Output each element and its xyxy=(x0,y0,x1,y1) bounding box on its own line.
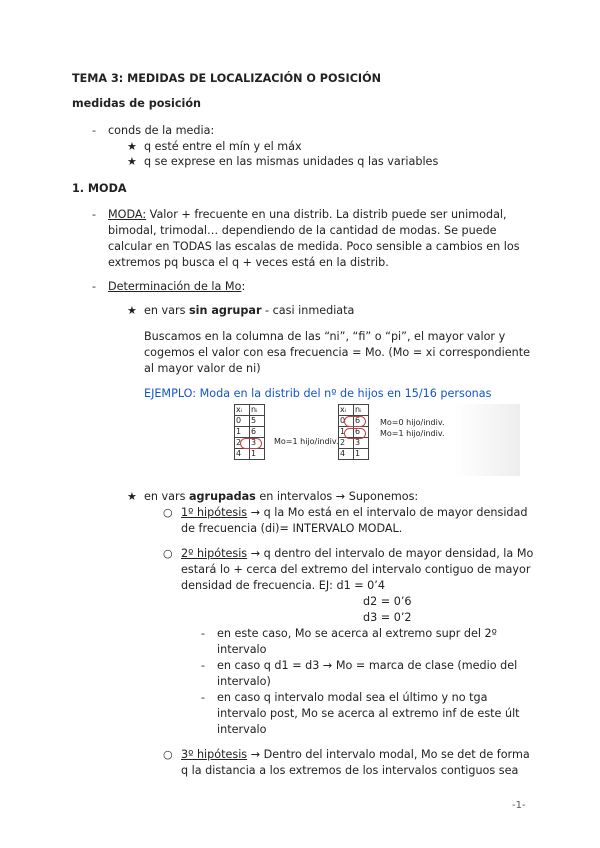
table-cell: 6 xyxy=(354,427,369,438)
highlight-oval xyxy=(344,416,366,427)
sin-suffix: - casi inmediata xyxy=(261,304,355,317)
agr-prefix: en vars xyxy=(144,490,189,503)
freq-table-1 xyxy=(234,404,265,460)
table-cell: 1 xyxy=(235,427,250,438)
h2-d3: d3 = 0’2 xyxy=(363,611,412,624)
h3-line: q la distancia a los extremos de los intervalos contiguos sea xyxy=(181,764,519,777)
table-cell: 4 xyxy=(235,449,250,460)
dash-bullet: - xyxy=(92,208,96,221)
table-cell: 3 xyxy=(354,438,369,449)
h2-sub: intervalo xyxy=(217,723,267,736)
h2-sub: en este caso, Mo se acerca al extremo supr del 2º xyxy=(217,627,497,640)
table-cell: 4 xyxy=(339,449,354,460)
page-title: TEMA 3: MEDIDAS DE LOCALIZACIÓN O POSICIÓN xyxy=(72,72,381,85)
circle-bullet: ○ xyxy=(163,506,173,519)
determ-heading xyxy=(108,279,245,295)
dash-bullet: - xyxy=(92,280,96,293)
h2-line: densidad de frecuencia. EJ: d1 = 0’4 xyxy=(181,579,385,592)
star-icon: ★ xyxy=(127,140,137,153)
star-icon: ★ xyxy=(127,304,137,317)
highlight-oval xyxy=(240,438,262,449)
circle-bullet: ○ xyxy=(163,748,173,761)
subtitle: medidas de posición xyxy=(72,97,201,110)
dash-bullet: - xyxy=(201,627,205,640)
table-cell: 1 xyxy=(250,449,265,460)
table-header: xᵢ xyxy=(235,405,250,416)
section-heading: 1. MODA xyxy=(72,182,127,195)
table-cell: 5 xyxy=(250,416,265,427)
agr-suffix: en intervalos → Suponemos: xyxy=(255,490,419,503)
sin-agrupar-heading xyxy=(144,303,354,319)
h2-sub: en caso q intervalo modal sea el último y no tga xyxy=(217,691,488,704)
dash-bullet: - xyxy=(201,659,205,672)
moda-definition xyxy=(108,207,507,223)
sin-bold: sin agrupar xyxy=(189,304,262,317)
h1-line: de frecuencia (di)= INTERVALO MODAL. xyxy=(181,522,403,535)
table-header: xᵢ xyxy=(339,405,354,416)
table-header: nᵢ xyxy=(354,405,369,416)
h2-sub: intervalo xyxy=(217,643,267,656)
dash-bullet: - xyxy=(201,691,205,704)
table-cell: 3 xyxy=(250,438,265,449)
moda-label: MODA: xyxy=(108,208,147,221)
h2-sub: en caso q d1 = d3 → Mo = marca de clase (medio del xyxy=(217,659,518,672)
table-header: nᵢ xyxy=(250,405,265,416)
h1-text: → q la Mo está en el intervalo de mayor densidad xyxy=(247,506,528,519)
conds-label: conds de la media: xyxy=(108,124,215,137)
determ-colon: : xyxy=(241,280,246,293)
h3-text: → Dentro del intervalo modal, Mo se det de forma xyxy=(247,748,530,761)
table-cell: 6 xyxy=(354,416,369,427)
table-cell: 1 xyxy=(339,427,354,438)
agr-bold: agrupadas xyxy=(189,490,256,503)
moda-text: Valor + frecuente en una distrib. La distrib puede ser unimodal, xyxy=(146,208,507,221)
circle-bullet: ○ xyxy=(163,547,173,560)
conds-item: q se exprese en las mismas unidades q las variables xyxy=(144,155,439,168)
table-cell: 1 xyxy=(354,449,369,460)
page-number: -1- xyxy=(512,800,526,811)
h3-label: 3º hipótesis xyxy=(181,748,248,761)
h2-sub: intervalo) xyxy=(217,675,271,688)
moda-line: bimodal, trimodal… dependiendo de la cantidad de modas. Se puede xyxy=(108,224,497,237)
h1-label: 1º hipótesis xyxy=(181,506,248,519)
highlight-oval xyxy=(344,428,366,439)
h2-sub: intervalo post, Mo se acerca al extremo inf de este últ xyxy=(217,707,520,720)
moda-line: extremos pq busca el q + veces está en la distrib. xyxy=(108,256,389,269)
table-cell: 6 xyxy=(250,427,265,438)
conds-item: q esté entre el mín y el máx xyxy=(144,140,302,153)
star-icon: ★ xyxy=(127,155,137,168)
figure-note: Mo=0 hijo/indiv. xyxy=(380,418,445,427)
sin-line: Buscamos en la columna de las “ni”, “fi” o “pi”, el mayor valor y xyxy=(144,330,506,343)
example-heading: EJEMPLO: Moda en la distrib del nº de hijos en 15/16 personas xyxy=(144,387,492,400)
sin-prefix: en vars xyxy=(144,304,189,317)
h2-line: estará lo + cerca del extremo del intervalo contiguo de mayor xyxy=(181,563,531,576)
sin-line: al mayor valor de ni) xyxy=(144,362,261,375)
hipotesis-1 xyxy=(181,505,527,521)
table-cell: 0 xyxy=(339,416,354,427)
table-cell: 2 xyxy=(339,438,354,449)
figure-note: Mo=1 hijo/indiv. xyxy=(274,437,339,446)
hipotesis-2 xyxy=(181,546,533,562)
agrupadas-heading xyxy=(144,489,418,505)
moda-line: calcular en TODAS las escalas de medida. Poco sensible a cambios en los xyxy=(108,240,520,253)
dash-bullet: - xyxy=(92,124,96,137)
h2-d2: d2 = 0’6 xyxy=(363,595,412,608)
table-cell: 2 xyxy=(235,438,250,449)
figure-note: Mo=1 hijo/indiv. xyxy=(380,429,445,438)
h2-text: → q dentro del intervalo de mayor densidad, la Mo xyxy=(247,547,534,560)
star-icon: ★ xyxy=(127,490,137,503)
example-figure xyxy=(234,404,520,476)
sin-line: cogemos el valor con esa frecuencia = Mo. (Mo = xi correspondiente xyxy=(144,346,530,359)
determ-label: Determinación de la Mo xyxy=(108,280,242,293)
h2-label: 2º hipótesis xyxy=(181,547,248,560)
hipotesis-3 xyxy=(181,747,530,763)
table-cell: 0 xyxy=(235,416,250,427)
figure-shadow xyxy=(454,404,520,476)
